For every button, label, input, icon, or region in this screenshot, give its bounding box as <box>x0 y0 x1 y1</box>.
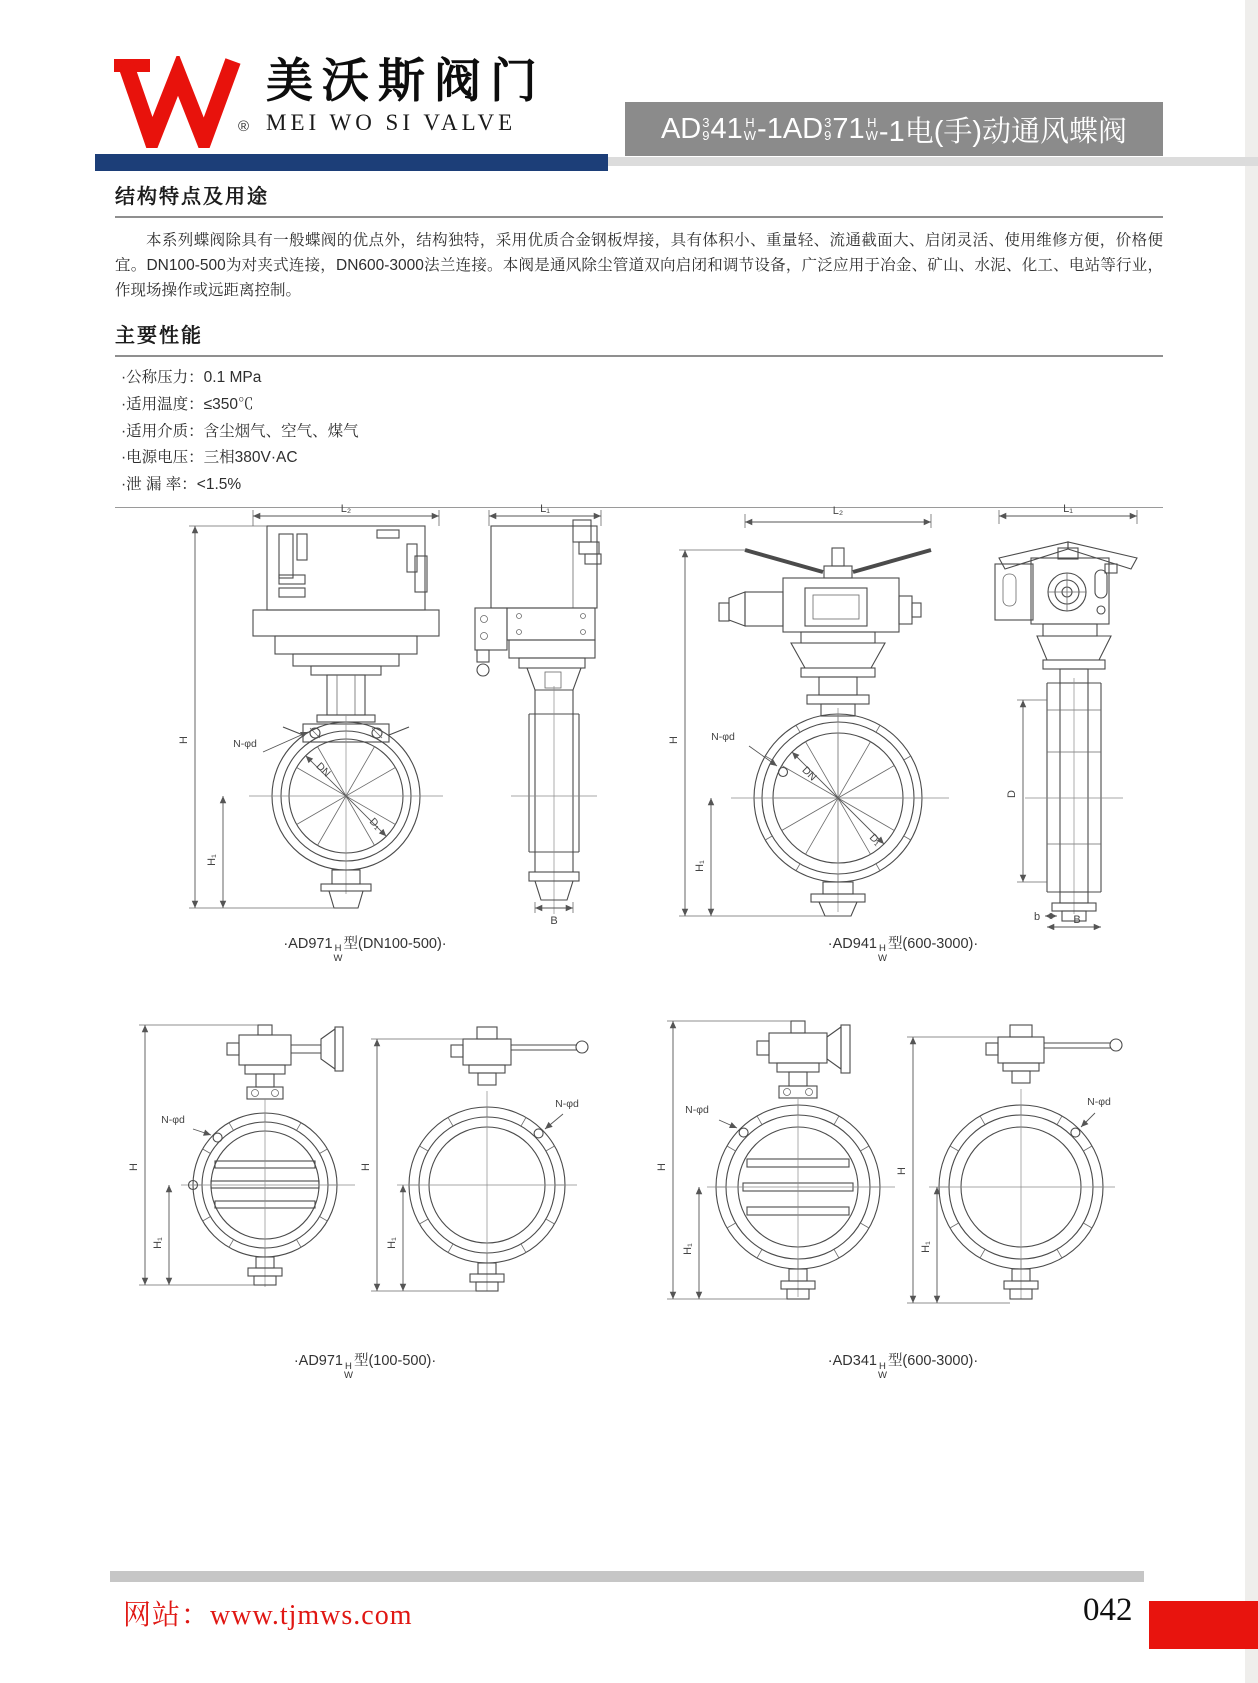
caption-sup: H <box>345 1360 352 1372</box>
figure-row-1 <box>115 500 1163 963</box>
dim-label-L2: L₂ <box>832 505 844 517</box>
dim-label-DN: DN <box>799 764 819 784</box>
dim-label-D: D <box>1006 790 1018 798</box>
model-sup: 3 <box>824 115 832 130</box>
caption-sup: H <box>879 943 886 955</box>
model-seg: -1电(手)动通风蝶阀 <box>878 115 1128 148</box>
caption-stack <box>878 944 887 963</box>
valve-drawing-ad941-electric <box>643 500 1163 930</box>
performance-item: ·公称压力：0.1 MPa <box>121 369 262 387</box>
dim-label-H1: H₁ <box>920 1241 932 1254</box>
model-sup: H <box>745 115 755 130</box>
dim-label-H: H <box>178 736 190 744</box>
caption-sub: W <box>877 1370 887 1382</box>
dim-label-H1: H₁ <box>694 860 706 872</box>
caption-text: ·AD941 <box>827 936 877 952</box>
figure-row-2 <box>115 987 1163 1380</box>
dim-label-N-phi-d: N-φd <box>1087 1096 1111 1109</box>
registered-mark: ® <box>238 118 250 135</box>
dim-label-DN: DN <box>313 760 333 780</box>
dim-label-N-phi-d: N-φd <box>555 1098 579 1111</box>
caption-stack <box>344 1362 353 1381</box>
dim-label-B: B <box>1073 914 1081 926</box>
caption-text: ·AD971 <box>283 936 333 952</box>
features-paragraph: 本系列蝶阀除具有一般蝶阀的优点外，结构独特，采用优质合金钢板焊接，具有体积小、重量轻、流通截面大、启闭灵活、使用维修方便，价格便宜。DN100-500为对夹式连接，DN600-3000法兰连接。本阀是通风除尘管道双向启闭和调节设备，广泛应用于冶金、矿山、水泥、化工、电站等行业，作现场操作或远距离控制。 <box>115 232 1163 300</box>
performance-list <box>115 365 1163 498</box>
figure-group-ad941-electric <box>643 500 1163 963</box>
model-seg: AD <box>660 112 702 145</box>
model-seg: -1AD <box>757 112 824 145</box>
brand-header <box>112 56 546 148</box>
figure-caption <box>828 1349 978 1380</box>
caption-sub: W <box>333 952 343 964</box>
dim-label-N-phi-d: N-φd <box>711 731 735 743</box>
company-name-en: MEI WO SI VALVE <box>266 109 517 135</box>
model-seg: 71 <box>832 112 865 145</box>
caption-sup: H <box>334 943 342 955</box>
gray-divider-line <box>608 157 1258 166</box>
model-stack <box>702 116 709 142</box>
figure-caption <box>294 1349 436 1380</box>
section-title-performance: 主要性能 <box>115 319 1163 357</box>
caption-stack <box>878 1362 887 1381</box>
dim-label-N-phi-d: N-φd <box>233 738 257 750</box>
caption-sub: W <box>344 1370 353 1382</box>
model-stack <box>744 116 756 142</box>
dim-label-D1: D₁ <box>366 815 384 833</box>
valve-drawing-ad971-electric <box>115 500 615 930</box>
model-stack <box>866 116 878 142</box>
dim-label-H: H <box>360 1163 372 1172</box>
caption-stack <box>334 944 343 963</box>
dim-label-H1: H₁ <box>206 854 218 866</box>
dim-label-H1: H₁ <box>386 1237 398 1250</box>
dim-label-H: H <box>896 1167 908 1176</box>
dim-label-L1: L₁ <box>1063 503 1073 515</box>
model-sup: H <box>867 115 877 130</box>
footer-website-text: 网站：www.tjmws.com <box>123 1600 413 1631</box>
dim-label-H: H <box>668 736 680 744</box>
company-name-cn: 美沃斯阀门 <box>266 54 546 109</box>
dim-label-N-phi-d: N-φd <box>685 1104 709 1117</box>
model-sub: W <box>865 128 878 143</box>
dim-label-L2: L₂ <box>340 503 352 515</box>
dim-label-N-phi-d: N-φd <box>161 1114 185 1127</box>
caption-text: 型(100-500)· <box>353 1353 437 1370</box>
dim-label-D1: D₁ <box>866 831 884 849</box>
caption-text: 型(600-3000)· <box>887 936 979 952</box>
performance-item: ·泄 漏 率：<1.5% <box>121 475 242 493</box>
model-title-bar <box>625 102 1163 156</box>
model-stack <box>824 116 831 142</box>
footer-page-number: 042 <box>1083 1592 1133 1628</box>
caption-text: ·AD341 <box>827 1353 877 1370</box>
performance-item: ·适用温度：≤350℃ <box>121 395 254 413</box>
dim-label-H: H <box>128 1163 140 1172</box>
footer-divider-bar <box>110 1571 1144 1582</box>
dim-label-b: b <box>1033 911 1041 923</box>
caption-text: 型(DN100-500)· <box>343 936 447 952</box>
model-seg: 41 <box>710 112 743 145</box>
figure-caption <box>828 932 978 963</box>
caption-sup: H <box>879 1360 886 1372</box>
brand-names <box>266 56 546 136</box>
valve-drawing-ad971-manual <box>115 987 615 1347</box>
model-sub: W <box>743 128 757 143</box>
dim-label-L1: L₁ <box>540 503 550 515</box>
dim-label-H1: H₁ <box>152 1237 164 1250</box>
navy-divider-bar <box>95 154 608 171</box>
caption-text: ·AD971 <box>293 1353 343 1370</box>
caption-sub: W <box>877 952 887 964</box>
page-edge-shading <box>1245 0 1258 1683</box>
figure-group-ad971-manual <box>115 987 615 1380</box>
model-sub: 9 <box>824 128 832 143</box>
caption-text: 型(600-3000)· <box>887 1353 979 1370</box>
valve-drawing-ad341-manual <box>643 987 1163 1347</box>
section-title-features: 结构特点及用途 <box>115 180 1163 218</box>
figure-group-ad971-electric <box>115 500 615 963</box>
figure-caption <box>283 932 446 963</box>
footer-red-block <box>1149 1601 1258 1649</box>
performance-item: ·适用介质：含尘烟气、空气、煤气 <box>121 422 359 440</box>
content-area <box>115 180 1163 508</box>
dim-label-H1: H₁ <box>682 1243 694 1256</box>
model-sub: 9 <box>702 128 710 143</box>
figure-group-ad341-manual <box>643 987 1163 1380</box>
logo-w-icon <box>112 56 252 148</box>
model-sup: 3 <box>702 115 710 130</box>
dim-label-H: H <box>656 1163 668 1172</box>
dim-label-B: B <box>550 915 558 927</box>
performance-item: ·电源电压：三相380V·AC <box>121 449 298 467</box>
figures-area <box>115 500 1163 1381</box>
